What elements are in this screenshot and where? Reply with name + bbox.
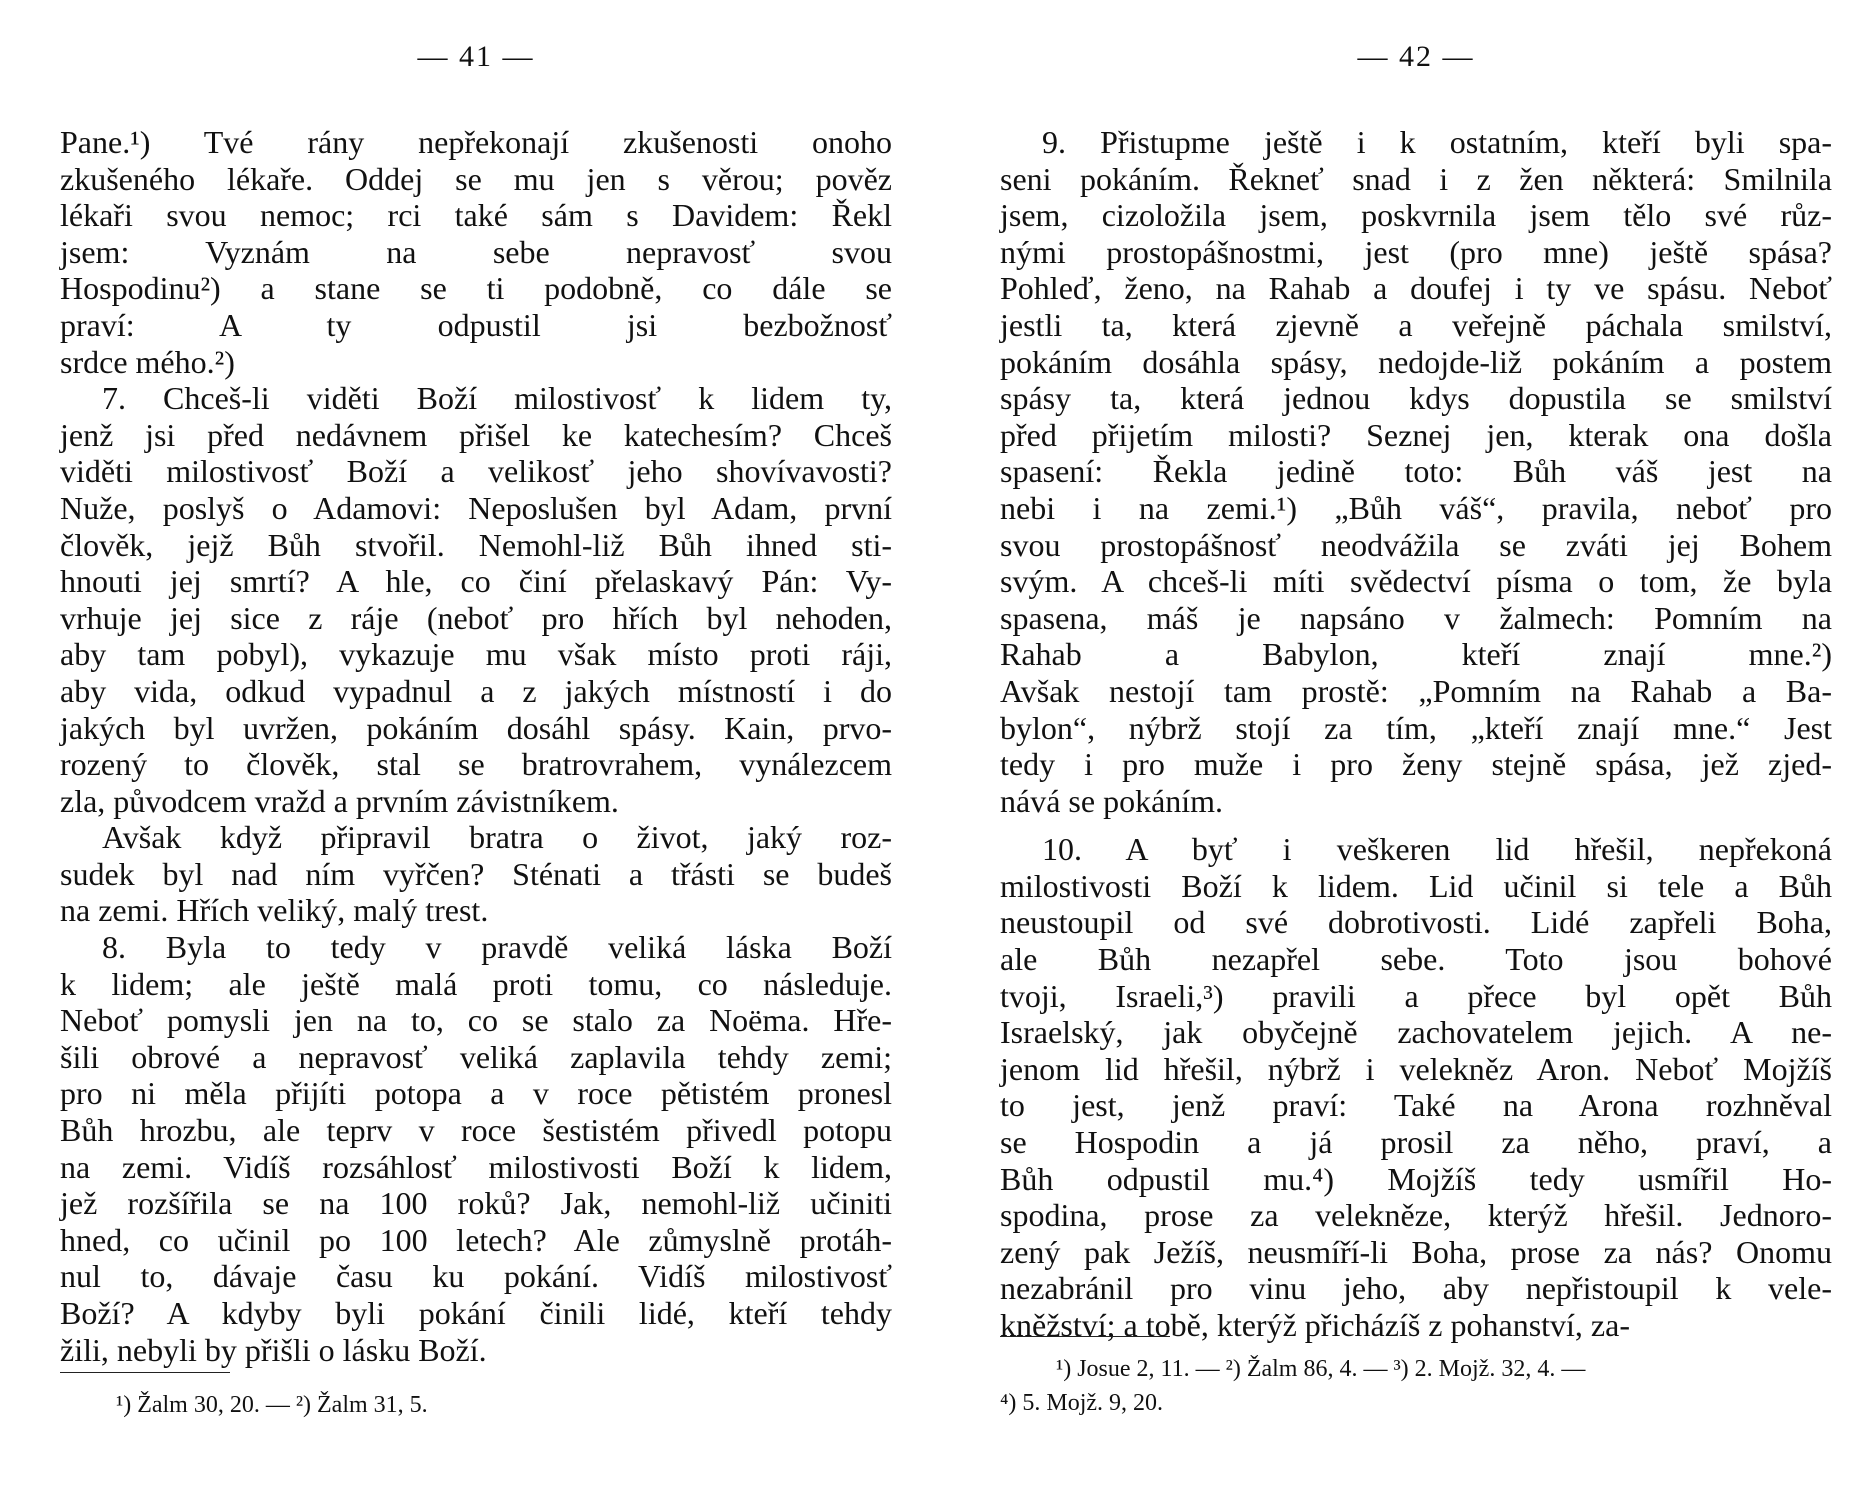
footnote-rule bbox=[60, 1372, 230, 1373]
text-line: sudek byl nad ním vyřčen? Sténati a třásti se budeš bbox=[60, 855, 892, 892]
text-line: lékaři svou nemoc; rci také sám s Davidem: Řekl bbox=[60, 197, 892, 234]
text-line: hnouti jej smrtí? A hle, co činí přelaskavý Pán: Vy- bbox=[60, 563, 892, 600]
text-line: Pohleď, ženo, na Rahab a doufej i ty ve spásu. Neboť bbox=[1000, 270, 1832, 307]
text-line: aby tam pobyl), vykazuje mu však místo proti ráji, bbox=[60, 636, 892, 673]
footnote-line: ¹) Josue 2, 11. — ²) Žalm 86, 4. — ³) 2. Mojž. 32, 4. — bbox=[1056, 1356, 1586, 1382]
footnote-line: ⁴) 5. Mojž. 9, 20. bbox=[1000, 1390, 1164, 1416]
text-line: Boží? A kdyby byli pokání činili lidé, kteří tehdy bbox=[60, 1295, 892, 1331]
text-line: Neboť pomysli jen na to, co se stalo za Noëma. Hře- bbox=[60, 1002, 892, 1039]
text-line: spasení: Řekla jedině toto: Bůh váš jest na bbox=[1000, 453, 1832, 490]
left-page bbox=[60, 0, 892, 1500]
text-line: Hospodinu²) a stane se ti podobně, co dále se bbox=[60, 270, 892, 307]
page-text bbox=[60, 124, 892, 1368]
text-line: zený pak Ježíš, neusmíří-li Boha, prose za nás? Onomu bbox=[1000, 1233, 1832, 1270]
paragraph-gap bbox=[1000, 819, 1832, 831]
text-line: ale Bůh nezapřel sebe. Toto jsou bohové bbox=[1000, 941, 1832, 978]
text-line: zla, původcem vražd a prvním závistníkem. bbox=[60, 782, 619, 819]
text-line: vrhuje jej sice z ráje (neboť pro hřích byl nehoden, bbox=[60, 599, 892, 636]
text-line: seni pokáním. Řekneť snad i z žen některá: Smilnila bbox=[1000, 160, 1832, 197]
text-line: Avšak když připravil bratra o život, jaký roz- bbox=[102, 819, 892, 856]
text-line: jsem, cizoložila jsem, poskvrnila jsem tělo své růz- bbox=[1000, 197, 1832, 234]
right-page bbox=[1000, 0, 1832, 1500]
text-line: 10. A byť i veškeren lid hřešil, nepřekoná bbox=[1042, 831, 1832, 868]
footnote: ¹) Žalm 30, 20. — ²) Žalm 31, 5. bbox=[116, 1392, 428, 1418]
text-line: spasena, máš je napsáno v žalmech: Pomním na bbox=[1000, 599, 1832, 636]
text-line: jakých byl uvržen, pokáním dosáhl spásy. Kain, prvo- bbox=[60, 709, 892, 746]
text-line: jsem: Vyznám na sebe nepravosť svou bbox=[60, 233, 892, 270]
text-line: rozený to člověk, stal se bratrovrahem, vynálezcem bbox=[60, 746, 892, 783]
page-number: — 42 — bbox=[1357, 40, 1475, 73]
text-line: na zemi. Hřích veliký, malý trest. bbox=[60, 892, 489, 929]
text-line: na zemi. Vidíš rozsáhlosť milostivosti Boží k lidem, bbox=[60, 1148, 892, 1185]
text-line: nebi i na zemi.¹) „Bůh váš“, pravila, neboť pro bbox=[1000, 489, 1832, 526]
text-line: to jest, jenž praví: Také na Arona rozhněval bbox=[1000, 1087, 1832, 1124]
text-line: Rahab a Babylon, kteří znají mne.²) bbox=[1000, 636, 1832, 673]
text-line: svým. A chceš-li míti svědectví písma o tom, že byla bbox=[1000, 563, 1832, 600]
text-line: milostivosti Boží k lidem. Lid učinil si tele a Bůh bbox=[1000, 867, 1832, 904]
text-line: před přijetím milosti? Seznej jen, kterak ona došla bbox=[1000, 416, 1832, 453]
text-line: hned, co učinil po 100 letech? Ale zůmyslně protáh- bbox=[60, 1221, 892, 1258]
text-line: Bůh odpustil mu.⁴) Mojžíš tedy usmířil Ho- bbox=[1000, 1160, 1832, 1197]
text-line: nými prostopášnostmi, jest (pro mne) ještě spása? bbox=[1000, 233, 1832, 270]
text-line: šili obrové a nepravosť veliká zaplavila tehdy zemi; bbox=[60, 1038, 892, 1075]
text-line: se Hospodin a já prosil za něho, praví, a bbox=[1000, 1124, 1832, 1161]
text-line: kněžství; a tobě, kterýž přicházíš z pohanství, za- bbox=[1000, 1307, 1630, 1343]
text-line: bylon“, nýbrž stojí za tím, „kteří znají mne.“ Jest bbox=[1000, 709, 1832, 746]
text-line: srdce mého.²) bbox=[60, 343, 235, 380]
text-line: tvoji, Israeli,³) pravili a přece byl opět Bůh bbox=[1000, 977, 1832, 1014]
text-line: praví: A ty odpustil jsi bezbožnosť bbox=[60, 306, 892, 343]
text-line: 7. Chceš-li viděti Boží milostivosť k lidem ty, bbox=[102, 380, 892, 417]
text-line: žili, nebyli by přišli o lásku Boží. bbox=[60, 1331, 487, 1368]
text-line: pro ni měla přijíti potopa a v roce pětistém pronesl bbox=[60, 1075, 892, 1112]
text-line: Israelský, jak obyčejně zachovatelem jejich. A ne- bbox=[1000, 1014, 1832, 1051]
page-text bbox=[1000, 124, 1832, 1344]
text-line: neustoupil od své dobrotivosti. Lidé zapřeli Boha, bbox=[1000, 904, 1832, 941]
text-line: spásy ta, která jednou kdys dopustila se smilství bbox=[1000, 380, 1832, 417]
text-line: jenž jsi před nedávnem přišel ke katechesím? Chceš bbox=[60, 416, 892, 453]
text-line: Bůh hrozbu, ale teprv v roce šestistém přivedl potopu bbox=[60, 1112, 892, 1149]
text-line: 9. Přistupme ještě i k ostatním, kteří byli spa- bbox=[1042, 124, 1832, 160]
text-line: svou prostopášnosť neodvážila se zváti jej Bohem bbox=[1000, 526, 1832, 563]
text-line: Pane.¹) Tvé rány nepřekonají zkušenosti onoho bbox=[60, 124, 892, 160]
footnote-rule bbox=[1000, 1336, 1170, 1337]
text-line: viděti milostivosť Boží a velikosť jeho shovívavosti? bbox=[60, 453, 892, 490]
page-number: — 41 — bbox=[417, 40, 535, 73]
text-line: jež rozšířila se na 100 roků? Jak, nemohl-liž učiniti bbox=[60, 1185, 892, 1222]
text-line: tedy i pro muže i pro ženy stejně spása, jež zjed- bbox=[1000, 746, 1832, 783]
text-line: k lidem; ale ještě malá proti tomu, co následuje. bbox=[60, 965, 892, 1002]
text-line: 8. Byla to tedy v pravdě veliká láska Boží bbox=[102, 929, 892, 966]
text-line: aby vida, odkud vypadnul a z jakých místností i do bbox=[60, 672, 892, 709]
text-line: jestli ta, která zjevně a veřejně páchala smilství, bbox=[1000, 306, 1832, 343]
text-line: Avšak nestojí tam prostě: „Pomním na Rahab a Ba- bbox=[1000, 672, 1832, 709]
text-line: nul to, dávaje času ku pokání. Vidíš milostivosť bbox=[60, 1258, 892, 1295]
text-line: zkušeného lékaře. Oddej se mu jen s věrou; pověz bbox=[60, 160, 892, 197]
text-line: jenom lid hřešil, nýbrž i velekněz Aron. Neboť Mojžíš bbox=[1000, 1050, 1832, 1087]
text-line: člověk, jejž Bůh stvořil. Nemohl-liž Bůh ihned sti- bbox=[60, 526, 892, 563]
text-line: nává se pokáním. bbox=[1000, 782, 1224, 819]
text-line: pokáním dosáhla spásy, nedojde-liž pokáním a postem bbox=[1000, 343, 1832, 380]
text-line: spodina, prose za velekněze, kterýž hřešil. Jednoro- bbox=[1000, 1197, 1832, 1234]
text-line: nezabránil pro vinu jeho, aby nepřistoupil k vele- bbox=[1000, 1270, 1832, 1307]
text-line: Nuže, poslyš o Adamovi: Neposlušen byl Adam, první bbox=[60, 489, 892, 526]
